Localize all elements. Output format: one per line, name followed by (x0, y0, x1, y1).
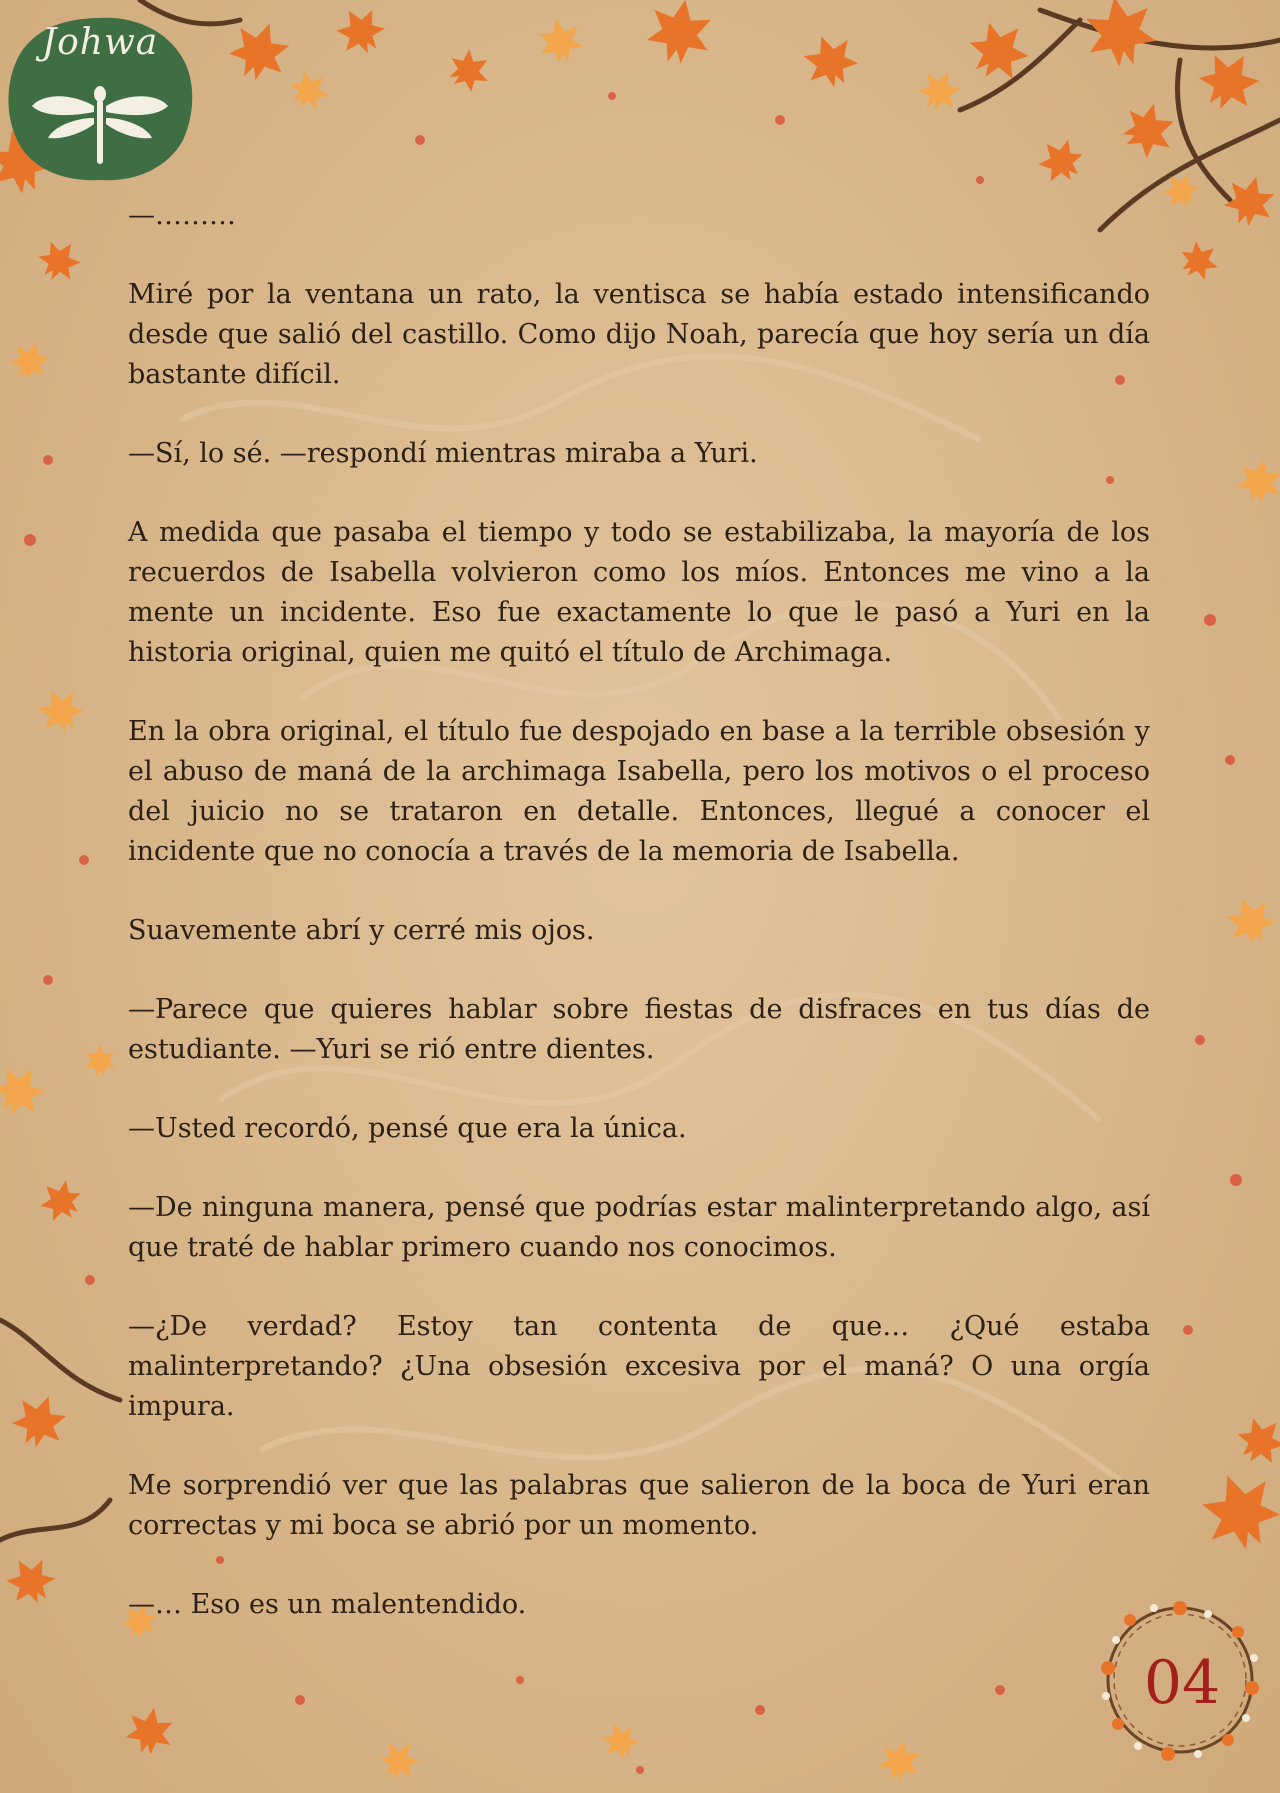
paragraph: —¿De verdad? Estoy tan contenta de que… ¿Qué estaba malinterpretando? ¿Una obsesión excesiva por el maná? O una orgía impura. (128, 1311, 1150, 1422)
paragraph: —Sí, lo sé. —respondí mientras miraba a Yuri. (128, 438, 758, 469)
paragraph: Miré por la ventana un rato, la ventisca se había estado intensificando desde que salió del castillo. Como dijo Noah, parecía que hoy sería un día bastante difícil. (128, 279, 1150, 390)
paragraph: —De ninguna manera, pensé que podrías estar malinterpretando algo, así que traté de hablar primero cuando nos conocimos. (128, 1192, 1150, 1263)
page-number: 04 (1143, 1648, 1221, 1718)
paragraph: —Parece que quieres hablar sobre fiestas de disfraces en tus días de estudiante. —Yuri se rió entre dientes. (128, 994, 1150, 1065)
paragraph: Me sorprendió ver que las palabras que salieron de la boca de Yuri eran correctas y mi boca se abrió por un momento. (128, 1470, 1150, 1541)
paragraph: —… Eso es un malentendido. (128, 1589, 527, 1620)
dragonfly-icon (4, 14, 196, 184)
paragraph: En la obra original, el título fue despojado en base a la terrible obsesión y el abuso de maná de la archimaga Isabella, pero los motivos o el proceso del juicio no se trataron en detalle. Entonces, llegué a conocer el incidente que no conocía a través de la memoria de Isabella. (128, 716, 1150, 867)
paragraph: Suavemente abrí y cerré mis ojos. (128, 915, 595, 946)
johwa-badge (4, 14, 196, 184)
paragraph: —……… (128, 200, 236, 231)
paragraph: —Usted recordó, pensé que era la única. (128, 1113, 687, 1144)
badge-label: Johwa (41, 22, 159, 63)
paragraph: A medida que pasaba el tiempo y todo se estabilizaba, la mayoría de los recuerdos de Isabella volvieron como los míos. Entonces me vino a la mente un incidente. Eso fue exactamente lo que le pasó a Yuri en la historia original, quien me quitó el título de Archimaga. (128, 517, 1150, 668)
story-text (128, 196, 1150, 1664)
